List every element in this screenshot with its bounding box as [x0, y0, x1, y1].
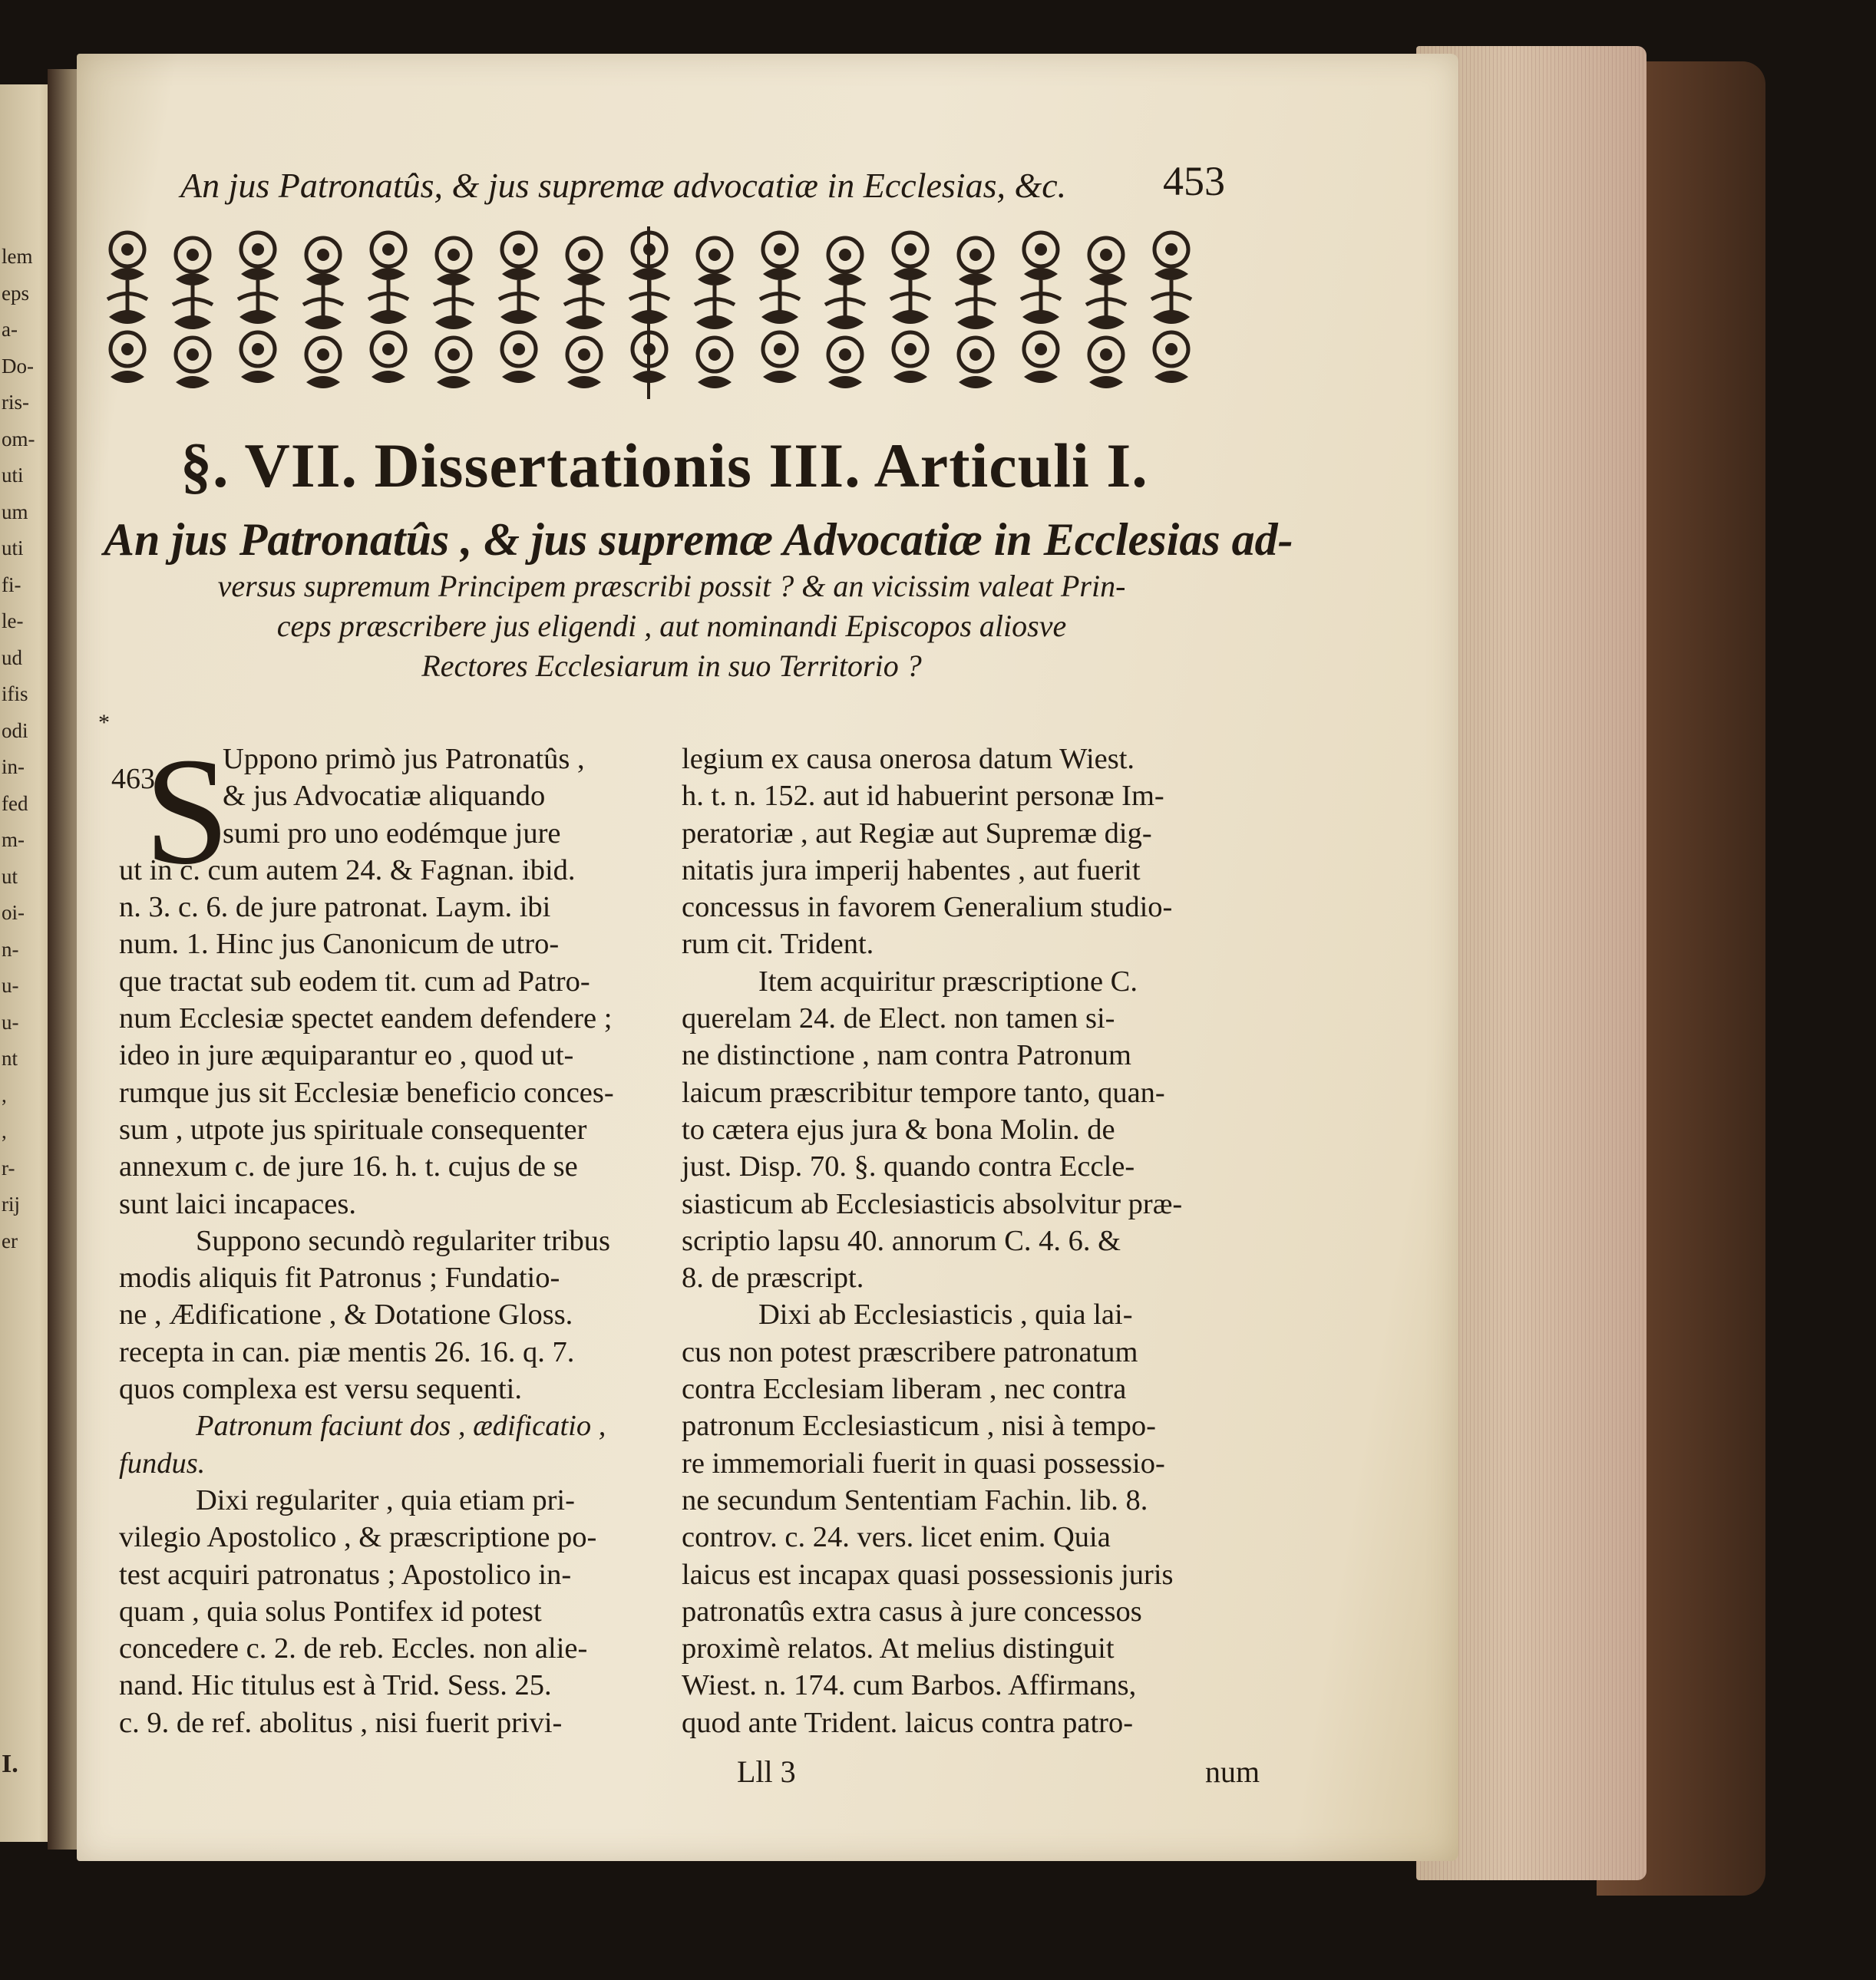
- text-line: just. Disp. 70. §. quando contra Eccle-: [682, 1150, 1135, 1183]
- left-page-fragment: le-: [2, 609, 24, 632]
- text-line: h. t. n. 152. aut id habuerint personæ Im-: [682, 780, 1164, 813]
- text-line: quos complexa est versu sequenti.: [119, 1373, 522, 1406]
- text-line: quod ante Trident. laicus contra patro-: [682, 1706, 1134, 1739]
- text-line: patronatûs extra casus à jure concessos: [682, 1595, 1142, 1628]
- left-page-fragment: ud: [2, 645, 22, 669]
- left-page-fragment: in-: [2, 755, 25, 778]
- text-line: cus non potest præscribere patronatum: [682, 1335, 1138, 1368]
- page-number: 453: [1163, 158, 1225, 204]
- left-page-fragment: uti: [2, 464, 24, 487]
- text-line: sum , utpote jus spirituale consequenter: [119, 1113, 587, 1146]
- text-line: Uppono primò jus Patronatûs ,: [223, 743, 585, 775]
- text-line: concedere c. 2. de reb. Eccles. non alie-: [119, 1632, 588, 1665]
- text-line: quam , quia solus Pontifex id potest: [119, 1595, 542, 1628]
- title-line: Rectores Ecclesiarum in suo Territorio ?: [421, 648, 922, 683]
- title-line: ceps præscribere jus eligendi , aut nominandi Episcopos aliosve: [276, 609, 1067, 643]
- text-line: rum cit. Trident.: [682, 928, 874, 961]
- text-line: peratoriæ , aut Regiæ aut Supremæ dig-: [682, 817, 1152, 850]
- text-line: contra Ecclesiam liberam , nec contra: [682, 1373, 1127, 1406]
- left-page-fragment: odi: [2, 718, 28, 742]
- title-line: An jus Patronatûs , & jus supremæ Advocatiæ in Ecclesias ad-: [104, 514, 1293, 565]
- title-line: versus supremum Principem præscribi possit ? & an vicissim valeat Prin-: [217, 569, 1126, 603]
- text-line: ut in c. cum autem 24. & Fagnan. ibid.: [119, 853, 576, 886]
- text-line: proximè relatos. At melius distinguit: [682, 1632, 1115, 1665]
- left-page-fragment: m-: [2, 828, 25, 851]
- text-line: num Ecclesiæ spectet eandem defendere ;: [119, 1002, 613, 1035]
- text-line: querelam 24. de Elect. non tamen si-: [682, 1002, 1115, 1035]
- text-line: to cætera ejus jura & bona Molin. de: [682, 1113, 1115, 1146]
- text-line: ne secundum Sententiam Fachin. lib. 8.: [682, 1483, 1148, 1516]
- text-line: ideo in jure æquiparantur eo , quod ut-: [119, 1039, 574, 1072]
- text-line: laicum præscribitur tempore tanto, quan-: [682, 1076, 1165, 1109]
- drop-cap: S: [144, 727, 230, 896]
- text-line: recepta in can. piæ mentis 26. 16. q. 7.: [119, 1335, 575, 1368]
- ornamental-band: [96, 223, 1228, 407]
- text-line: nitatis jura imperij habentes , aut fuerit: [682, 853, 1141, 886]
- left-page-fragment: Do-: [2, 354, 34, 378]
- text-line: n. 3. c. 6. de jure patronat. Laym. ibi: [119, 891, 551, 924]
- left-page-fragment: lem: [2, 245, 33, 268]
- left-page-fragment: ,: [2, 1083, 7, 1107]
- left-page-fragment: uti: [2, 536, 24, 559]
- text-line: Dixi ab Ecclesiasticis , quia lai-: [758, 1299, 1133, 1332]
- left-page-fragment: er: [2, 1229, 18, 1252]
- right-column: [682, 741, 1251, 1741]
- catchword: num: [1205, 1754, 1260, 1789]
- text-line: patronum Ecclesiasticum , nisi à tempo-: [682, 1410, 1156, 1443]
- text-line: modis aliquis fit Patronus ; Fundatio-: [119, 1262, 560, 1295]
- left-page-fragment: oi-: [2, 901, 25, 924]
- left-page-fragment: fed: [2, 791, 28, 815]
- left-page-fragment: fi-: [2, 573, 21, 596]
- text-line: test acquiri patronatus ; Apostolico in-: [119, 1558, 572, 1591]
- left-page-fragment: n-: [2, 937, 19, 961]
- left-page-fragment: rij: [2, 1193, 20, 1216]
- text-line: sunt laici incapaces.: [119, 1187, 356, 1220]
- text-line: 8. de præscript.: [682, 1262, 864, 1295]
- text-line: fundus.: [119, 1447, 206, 1480]
- left-page-fragment: ris-: [2, 391, 29, 414]
- text-line: concessus in favorem Generalium studio-: [682, 891, 1173, 924]
- text-line: rumque jus sit Ecclesiæ beneficio conces-: [119, 1076, 614, 1109]
- text-line: re immemoriali fuerit in quasi possessio-: [682, 1447, 1165, 1480]
- text-line: siasticum ab Ecclesiasticis absolvitur præ-: [682, 1187, 1183, 1220]
- text-line: Suppono secundò regulariter tribus: [196, 1224, 610, 1257]
- left-page-fragment: om-: [2, 427, 35, 450]
- left-page-fragment: eps: [2, 281, 29, 305]
- text-line: Patronum faciunt dos , ædificatio ,: [196, 1410, 606, 1443]
- text-line: c. 9. de ref. abolitus , nisi fuerit privi-: [119, 1706, 563, 1739]
- text-line: Wiest. n. 174. cum Barbos. Affirmans,: [682, 1669, 1137, 1702]
- text-line: num. 1. Hinc jus Canonicum de utro-: [119, 928, 560, 961]
- left-page-fragment: ,: [2, 1120, 7, 1143]
- left-page-fragment: ifis: [2, 682, 28, 705]
- left-page-fragment: a-: [2, 318, 18, 341]
- text-line: nand. Hic titulus est à Trid. Sess. 25.: [119, 1669, 552, 1702]
- left-page-fragment: nt: [2, 1047, 18, 1070]
- text-line: legium ex causa onerosa datum Wiest.: [682, 743, 1135, 775]
- left-page-fragment: r-: [2, 1156, 15, 1180]
- section-heading: §. VII. Dissertationis III. Articuli I.: [180, 431, 1148, 500]
- left-page-fragment: u-: [2, 1010, 19, 1034]
- text-line: Item acquiritur præscriptione C.: [758, 965, 1138, 998]
- text-line: ne , Ædificatione , & Dotatione Gloss.: [119, 1299, 573, 1332]
- left-page-bottom-mark: I.: [2, 1750, 18, 1778]
- article-title: [104, 513, 1293, 686]
- text-line: ne distinctione , nam contra Patronum: [682, 1039, 1131, 1072]
- text-line: & jus Advocatiæ aliquando: [223, 780, 546, 813]
- left-page-fragment: ut: [2, 864, 18, 888]
- signature-mark: Lll 3: [737, 1754, 796, 1789]
- text-line: controv. c. 24. vers. licet enim. Quia: [682, 1521, 1111, 1554]
- text-line: sumi pro uno eodémque jure: [223, 817, 561, 850]
- text-line: Dixi regulariter , quia etiam pri-: [196, 1483, 575, 1516]
- asterisk-mark: *: [98, 710, 110, 735]
- text-line: scriptio lapsu 40. annorum C. 4. 6. &: [682, 1224, 1121, 1257]
- left-column: [119, 741, 668, 1741]
- left-page-fragment: u-: [2, 974, 19, 997]
- left-page-fragment: um: [2, 500, 28, 523]
- running-head: An jus Patronatûs, & jus supremæ advocatiæ in Ecclesias, &c.: [180, 166, 1067, 205]
- text-line: annexum c. de jure 16. h. t. cujus de se: [119, 1150, 578, 1183]
- text-line: vilegio Apostolico , & præscriptione po-: [119, 1521, 597, 1554]
- text-line: que tractat sub eodem tit. cum ad Patro-: [119, 965, 590, 998]
- paragraph-number: 463: [111, 763, 155, 795]
- text-line: laicus est incapax quasi possessionis juris: [682, 1558, 1174, 1591]
